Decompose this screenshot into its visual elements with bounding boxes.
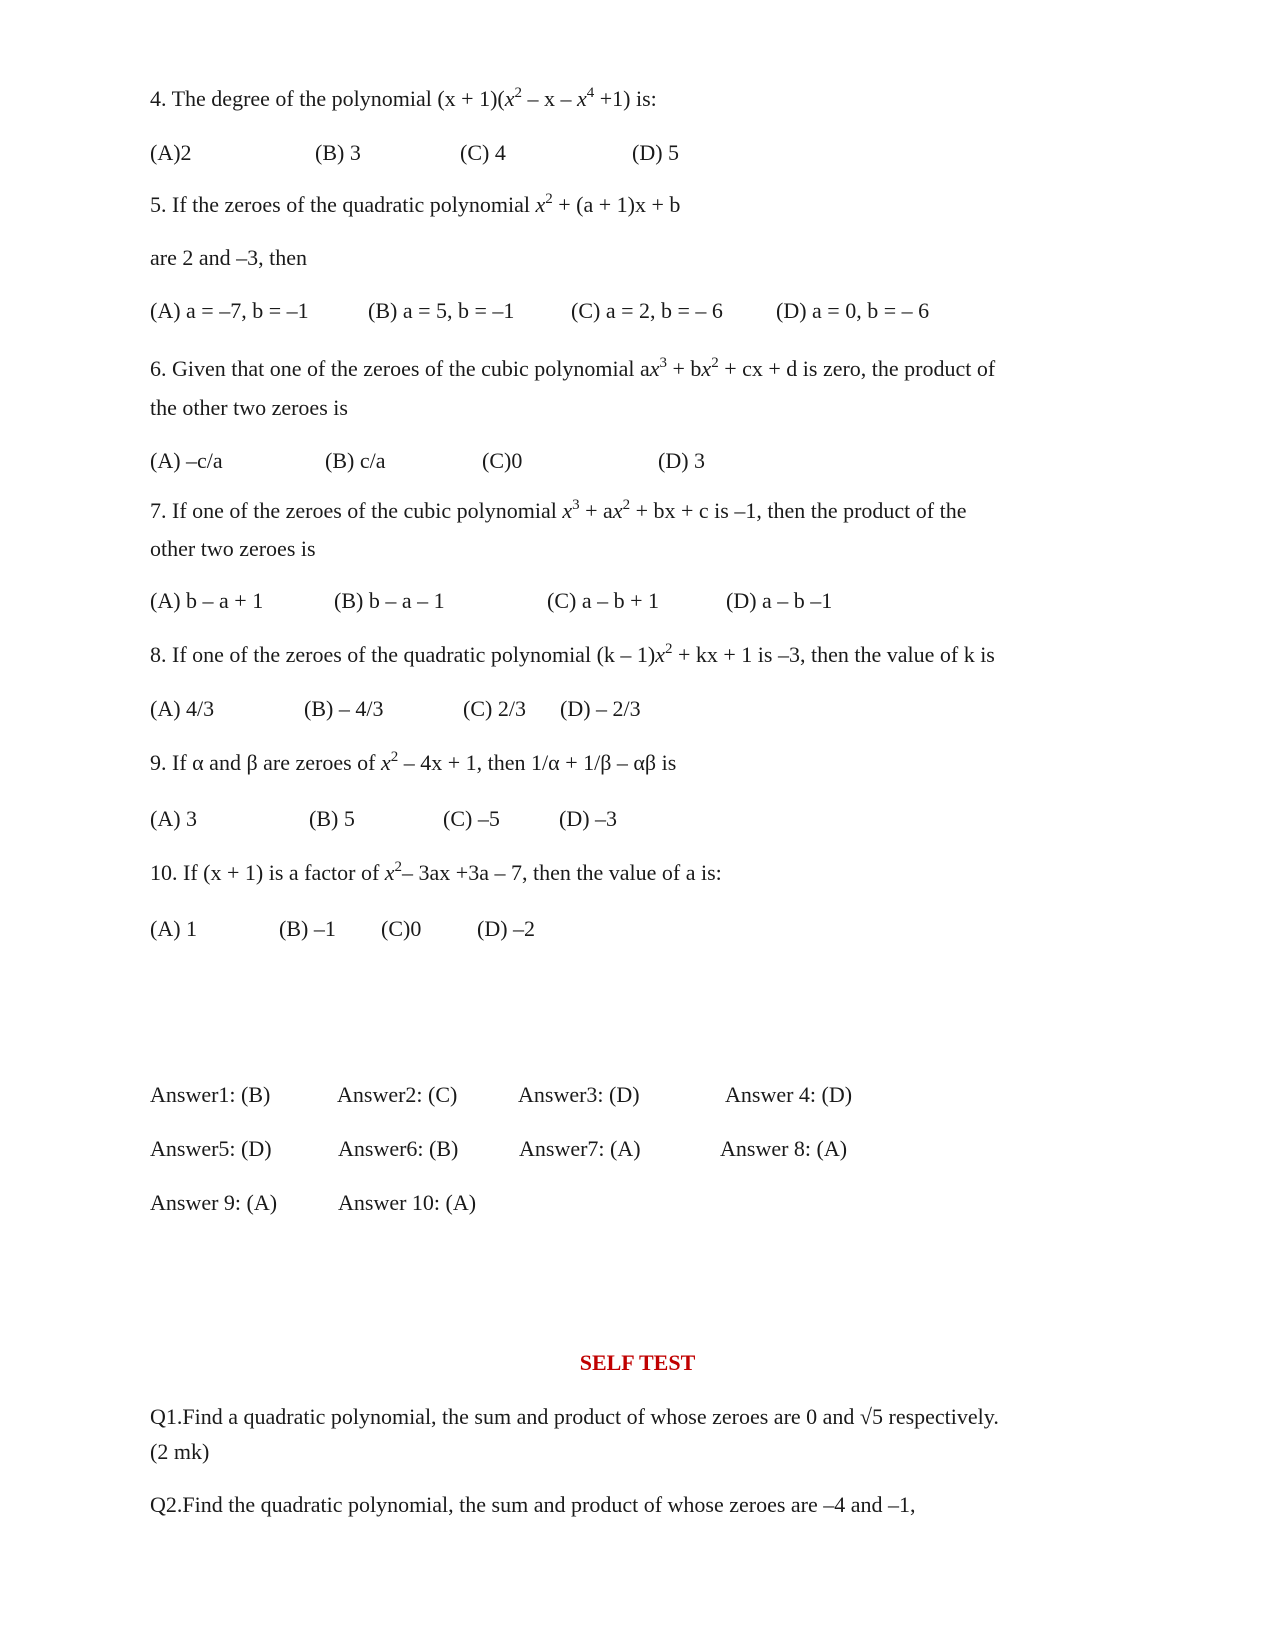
- exponent: 2: [394, 859, 403, 875]
- var-x: x: [701, 356, 712, 381]
- q7-text-a: 7. If one of the zeroes of the cubic polynomial: [150, 498, 563, 523]
- q8-option-d: (D) – 2/3: [560, 696, 641, 721]
- q9-option-b: (B) 5: [309, 806, 355, 831]
- q6-option-b: (B) c/a: [325, 448, 386, 473]
- q8-text-a: 8. If one of the zeroes of the quadratic polynomial (k – 1): [150, 642, 656, 667]
- q10-option-c: (C)0: [381, 916, 422, 941]
- var-x: x: [562, 498, 573, 523]
- var-x: x: [504, 86, 515, 111]
- self-test-q1: Q1.Find a quadratic polynomial, the sum and product of whose zeroes are 0 and √5 respectively.: [150, 1404, 999, 1429]
- q5-option-c: (C) a = 2, b = – 6: [571, 298, 723, 323]
- var-x: x: [384, 860, 395, 885]
- var-x: x: [381, 750, 391, 775]
- q9-option-c: (C) –5: [443, 806, 500, 831]
- q8-text-b: + kx + 1 is –3, then the value of k is: [672, 642, 995, 667]
- exponent: 2: [664, 641, 673, 657]
- var-x: x: [577, 86, 587, 111]
- q4-text-a: 4. The degree of the polynomial (x + 1)(: [150, 86, 505, 111]
- q4-option-d: (D) 5: [632, 140, 680, 165]
- exponent: 3: [572, 497, 580, 513]
- q7-text-b: + a: [579, 498, 613, 523]
- q8-option-b: (B) – 4/3: [304, 696, 384, 721]
- question-8-stem: [150, 641, 995, 667]
- answer-6: Answer6: (B): [338, 1136, 459, 1161]
- self-test-q2: Q2.Find the quadratic polynomial, the sum and product of whose zeroes are –4 and –1,: [150, 1492, 916, 1517]
- question-5-stem: [150, 191, 681, 217]
- q8-option-c: (C) 2/3: [463, 696, 526, 721]
- answer-5: Answer5: (D): [150, 1136, 272, 1161]
- var-x: x: [655, 642, 665, 667]
- question-7-stem: [150, 497, 967, 523]
- q5-text-b: + (a + 1)x + b: [552, 192, 681, 217]
- q5-option-a: (A) a = –7, b = –1: [150, 298, 309, 323]
- question-7-line2: other two zeroes is: [150, 536, 316, 561]
- q4-text-b: – x –: [522, 86, 577, 111]
- answer-10: Answer 10: (A): [338, 1190, 477, 1215]
- q6-option-a: (A) –c/a: [150, 448, 223, 473]
- answer-4: Answer 4: (D): [725, 1082, 853, 1107]
- self-test-q1-marks: (2 mk): [150, 1439, 210, 1464]
- answer-2: Answer2: (C): [337, 1082, 458, 1107]
- q10-option-d: (D) –2: [477, 916, 536, 941]
- q9-option-d: (D) –3: [559, 806, 618, 831]
- exponent: 2: [545, 191, 553, 207]
- var-x: x: [612, 498, 623, 523]
- exponent: 2: [514, 85, 522, 101]
- answer-7: Answer7: (A): [519, 1136, 641, 1161]
- q10-option-b: (B) –1: [279, 916, 336, 941]
- q10-option-a: (A) 1: [150, 916, 198, 941]
- q4-option-a: (A)2: [150, 140, 192, 165]
- question-9-stem: [150, 749, 677, 775]
- q10-text-b: – 3ax +3a – 7, then the value of a is:: [402, 860, 722, 885]
- q6-option-d: (D) 3: [658, 448, 706, 473]
- var-x: x: [535, 192, 546, 217]
- q9-text-a: 9. If α and β are zeroes of: [150, 750, 381, 775]
- exponent: 2: [390, 749, 399, 765]
- question-5-line2: are 2 and –3, then: [150, 245, 307, 270]
- q7-option-a: (A) b – a + 1: [150, 588, 264, 613]
- self-test-title: SELF TEST: [579, 1350, 696, 1375]
- exponent: 2: [711, 355, 719, 371]
- q6-text-b: + b: [667, 356, 702, 381]
- q5-option-b: (B) a = 5, b = –1: [368, 298, 515, 323]
- q10-text-a: 10. If (x + 1) is a factor of: [150, 860, 385, 885]
- q4-text-c: +1) is:: [594, 86, 657, 111]
- q9-option-a: (A) 3: [150, 806, 198, 831]
- question-4-stem: [150, 85, 657, 111]
- q5-option-d: (D) a = 0, b = – 6: [776, 298, 930, 323]
- answer-1: Answer1: (B): [150, 1082, 271, 1107]
- question-10-stem: [150, 859, 722, 885]
- exponent: 4: [586, 85, 595, 101]
- answer-3: Answer3: (D): [518, 1082, 640, 1107]
- question-6-line2: the other two zeroes is: [150, 395, 348, 420]
- q4-option-b: (B) 3: [315, 140, 361, 165]
- q6-option-c: (C)0: [482, 448, 523, 473]
- question-6-stem: [150, 355, 996, 381]
- q7-option-c: (C) a – b + 1: [547, 588, 659, 613]
- q9-text-b: – 4x + 1, then 1/α + 1/β – αβ is: [398, 750, 677, 775]
- q5-text-a: 5. If the zeroes of the quadratic polynomial: [150, 192, 536, 217]
- exponent: 3: [659, 355, 667, 371]
- q7-option-d: (D) a – b –1: [726, 588, 833, 613]
- q7-text-c: + bx + c is –1, then the product of the: [630, 498, 967, 523]
- exponent: 2: [622, 497, 631, 513]
- answer-8: Answer 8: (A): [720, 1136, 848, 1161]
- q7-option-b: (B) b – a – 1: [334, 588, 445, 613]
- answer-9: Answer 9: (A): [150, 1190, 278, 1215]
- q6-text-a: 6. Given that one of the zeroes of the cubic polynomial a: [150, 356, 650, 381]
- q4-option-c: (C) 4: [460, 140, 506, 165]
- q6-text-c: + cx + d is zero, the product of: [718, 356, 996, 381]
- var-x: x: [649, 356, 660, 381]
- q8-option-a: (A) 4/3: [150, 696, 215, 721]
